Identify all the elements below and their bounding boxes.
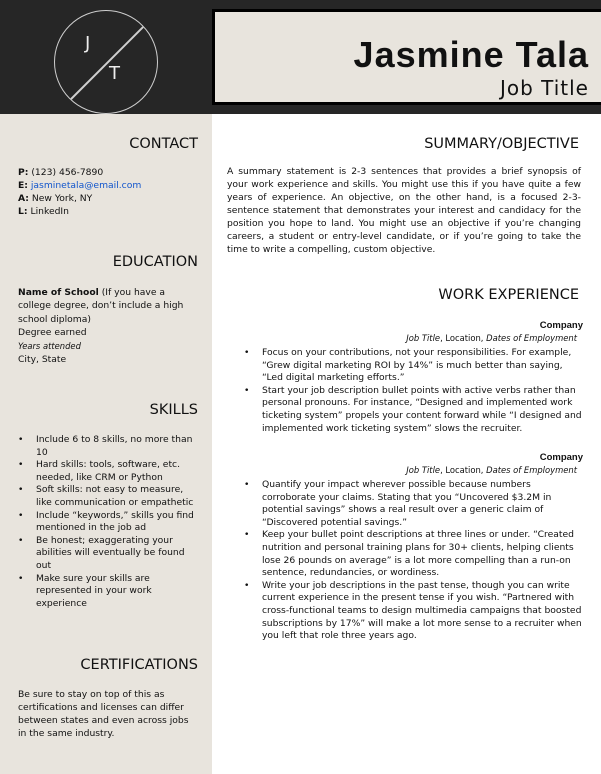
school-location: City, State (18, 354, 67, 366)
skill-item: • Include 6 to 8 skills, no more than 10 (18, 434, 198, 459)
job-location: , Location, (440, 465, 487, 475)
degree: Degree earned (18, 327, 87, 339)
job-line (406, 333, 577, 343)
certifications-heading: CERTIFICATIONS (80, 657, 198, 673)
skill-item: • Soft skills: not easy to measure, like communication or empathetic (18, 484, 198, 509)
job-dates: Dates of Employment (486, 333, 577, 343)
summary-heading: SUMMARY/OBJECTIVE (424, 136, 579, 152)
company-name: Company (539, 452, 583, 463)
company-name: Company (539, 320, 583, 331)
phone: (123) 456-7890 (31, 167, 104, 178)
education-info (18, 286, 198, 366)
address-label: A: (18, 193, 29, 204)
candidate-name: Jasmine Tala (353, 34, 589, 75)
job-line (406, 465, 577, 475)
initial-first: J (85, 33, 91, 54)
skills-heading: SKILLS (149, 402, 198, 418)
job-bullet: • Start your job description bullet points with active verbs rather than personal pronouns. For instance, “Designed and implemented work ticketing system” propels your content forward while “I designed and implemented work ticketing system” slows the recruiter. (244, 385, 584, 435)
sidebar (0, 114, 212, 774)
school-note: (If you have a college degree, don’t include a high school diploma) (18, 287, 184, 325)
years-attended: Years attended (18, 340, 81, 351)
initial-last: T (109, 63, 120, 84)
skill-item: • Be honest; exaggerating your abilities will eventually be found out (18, 535, 198, 573)
contact-info (18, 166, 198, 218)
job-bullet: • Focus on your contributions, not your responsibilities. For example, “Grew digital marketing ROI by 14%” is much better than saying, “Led digital marketing efforts.” (244, 347, 584, 385)
certifications-text: Be sure to stay on top of this as certifications and licenses can differ between states and even across jobs in the same industry. (18, 689, 189, 739)
skill-item: • Make sure your skills are represented in your work experience (18, 573, 198, 611)
linkedin: LinkedIn (30, 206, 69, 217)
job-bullet: • Quantify your impact wherever possible because numbers corroborate your claims. Stating that you “Uncovered $3.2M in potential savings” shows a real result over a generic claim of “Discovered potential savings.” (244, 479, 584, 529)
address: New York, NY (31, 193, 93, 204)
name-box (212, 9, 601, 105)
job-bullets (244, 479, 584, 643)
job-bullets (244, 347, 584, 435)
monogram (54, 10, 158, 114)
job-bullet: • Keep your bullet point descriptions at three lines or under. “Created nutrition and personal training plans for 30+ clients, helping clients lose 26 pounds on average” is a lot more compelling than a run-on sentence, redundancies, or wordiness. (244, 529, 584, 579)
linkedin-label: L: (18, 206, 28, 217)
education-heading: EDUCATION (112, 254, 198, 270)
experience-heading: WORK EXPERIENCE (438, 287, 579, 303)
skills-list (18, 434, 198, 610)
email-label: E: (18, 180, 28, 191)
skill-item: • Include “keywords,” skills you find mentioned in the job ad (18, 510, 198, 535)
summary-text: A summary statement is 2-3 sentences that provides a brief synopsis of your work experience and skills. You might use this if you have quite a few years of experience. An objective, on the other hand, is a focused 2-3-sentence statement that demonstrates your interest and candidacy for the position you hope to land. You might use an objective if you’re changing careers, a student or entry-level candidate, or if you’re going to take the time to write a compelling, custom objective. (227, 166, 581, 255)
email-link[interactable]: jasminetala@email.com (30, 180, 142, 191)
candidate-job-title: Job Title (499, 76, 589, 100)
job-title: Job Title (406, 465, 441, 475)
phone-label: P: (18, 167, 29, 178)
job-bullet: • Write your job descriptions in the past tense, though you can write current experience in the present tense if you wish. “Partnered with cross-functional teams to design multimedia campaigns that boosted subscriptions by 17%” will make a lot more sense to a recruiter when you left that role three years ago. (244, 580, 584, 643)
job-dates: Dates of Employment (486, 465, 577, 475)
contact-heading: CONTACT (129, 136, 198, 152)
skill-item: • Hard skills: tools, software, etc. needed, like CRM or Python (18, 459, 198, 484)
job-location: , Location, (440, 333, 487, 343)
job-title: Job Title (406, 333, 441, 343)
school-name: Name of School (18, 287, 99, 298)
monogram-divider (63, 18, 152, 107)
